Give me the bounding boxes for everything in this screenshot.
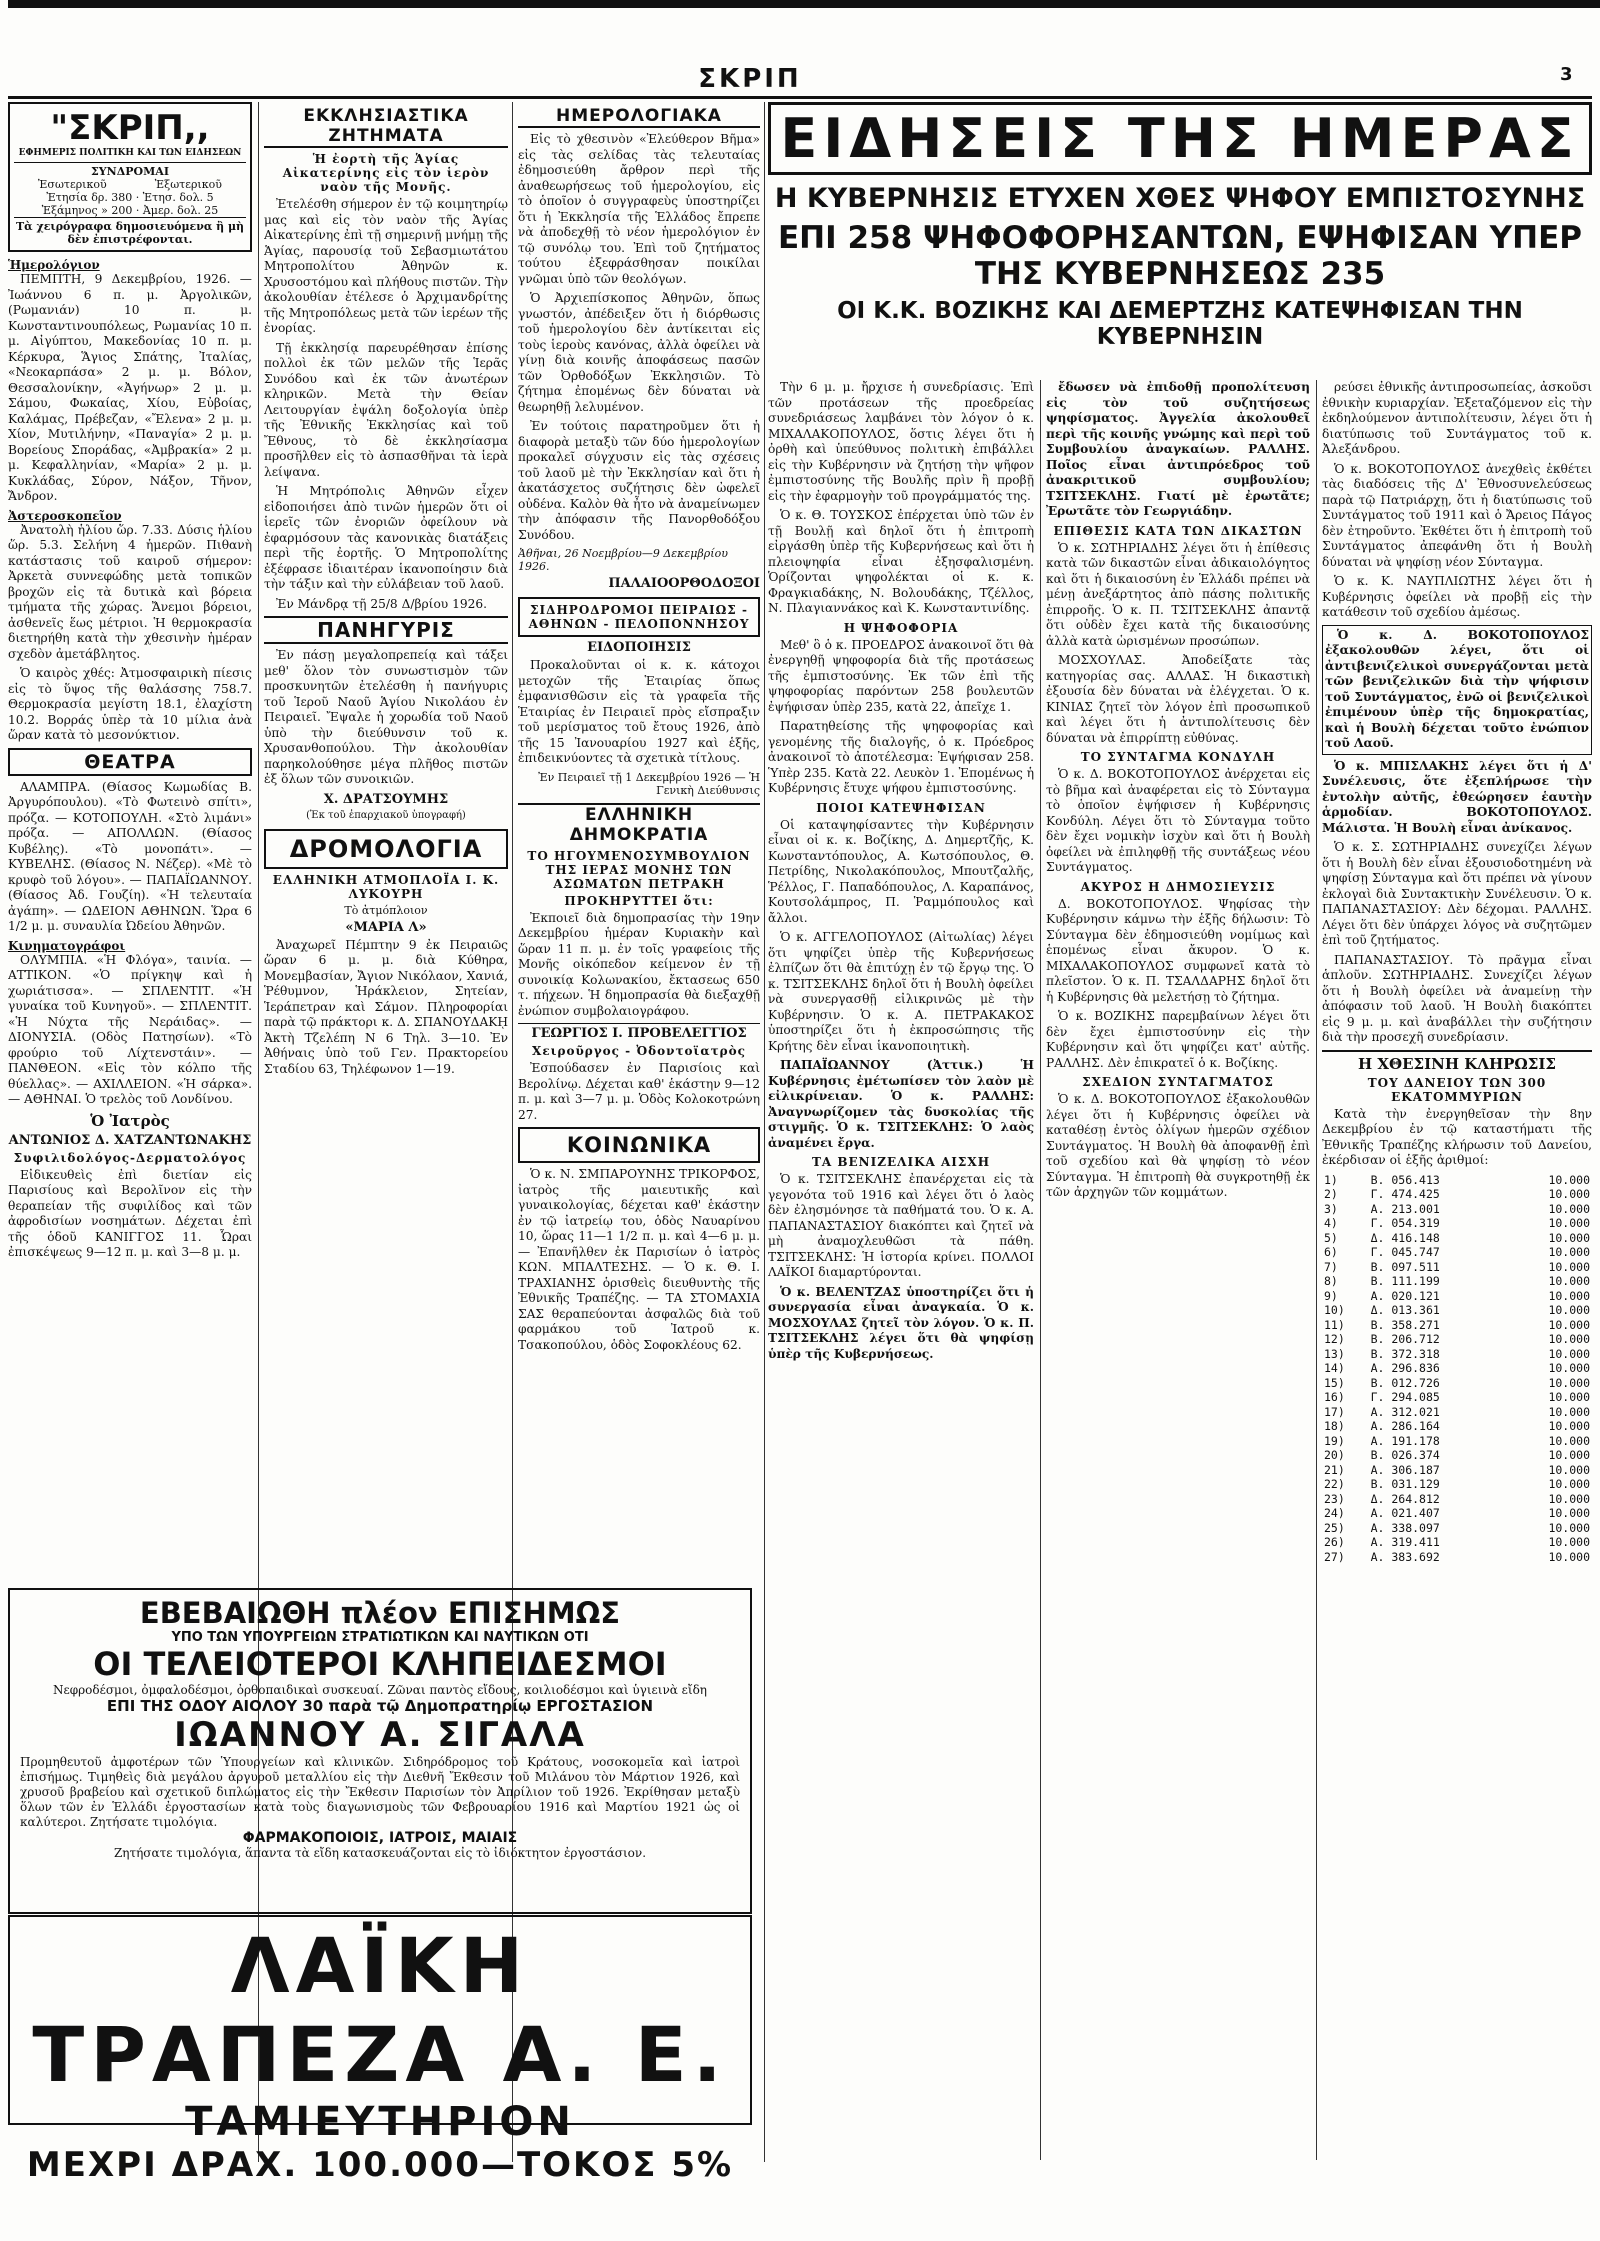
dentist-title: Χειροῦργος - Ὀδοντοϊατρὸς	[532, 1044, 746, 1058]
against-text: Οἱ καταψηφίσαντες τὴν Κυβέρνησιν εἶναι οἱ κ. κ. Βοζίκης, Δ. Δημερτζῆς, Κ. Κωνσταντόπουλος, Α. Κωτσόπουλος, Θ. Πετρίδης, Νικολακόπουλος, Μπουτζαλῆς, Ῥέλλος, Γ. Παπαδόπουλος, Λ. Καραπάνος, Κουτσολάμπρος, Π. Ῥαμμόπουλος καὶ ἄλλοι.	[768, 817, 1034, 925]
democracy-text: Ἐκποιεῖ διὰ δημοπρασίας τὴν 19ην Δεκεμβρίου ἡμέραν Κυριακὴν καὶ ὥραν 11 π. μ. ἐν τοῖς γραφείοις τῆς Μονῆς οἰκόπεδον κείμενον ἐν τῇ συνοικίᾳ Κολωνακίου, ἔκτασεως 650 τ. πήχεων. Ἡ δημοπρασία θὰ διεξαχθῇ ἐνώπιον συμβολαιογράφου.	[518, 910, 760, 1018]
lottery-prize: 10.000	[1548, 1201, 1590, 1216]
column-2	[264, 102, 508, 1586]
advert-footer: Ζητήσατε τιμολόγια, ἅπαντα τὰ εἴδη κατασκευάζονται εἰς τὸ ἰδιόκτητον ἐργοστάσιον.	[113, 1846, 647, 1860]
church-text: Τῇ ἐκκλησίᾳ παρευρέθησαν ἐπίσης πολλοὶ ἐκ τῶν μελῶν τῆς Ἱερᾶς Συνόδου καὶ ἐκ τῶν ἀνωτέρων κληρικῶν. Μετὰ τὴν Θείαν Λειτουργίαν ἐψάλη δοξολογία ὑπὲρ τῆς Ἐθνικῆς Ἐκκλησίας καὶ τοῦ Ἔθνους, τὸ δὲ ἐκκλησίασμα προσῆλθεν εἰς τὸ ἀσπασθῆναι τὰ ἱερὰ λείψανα.	[264, 340, 508, 479]
lottery-index: 4)	[1324, 1216, 1338, 1230]
lottery-prize: 10.000	[1548, 1230, 1590, 1245]
column-rule	[764, 102, 765, 2162]
advert-company: ΙΩΑΝΝΟΥ Α. ΣΙΓΑΛΑ	[174, 1715, 586, 1755]
panegyris-signature: Χ. ΔΡΑΤΣΟΥΜΗΣ	[323, 791, 449, 807]
theatre-heading: ΘΕΑΤΡΑ	[8, 748, 252, 776]
lottery-number: Β. 358.271	[1370, 1317, 1440, 1332]
lottery-prize: 10.000	[1548, 1520, 1590, 1535]
lottery-prize: 10.000	[1548, 1216, 1590, 1230]
lottery-row	[1322, 1477, 1592, 1492]
lottery-number: Δ. 416.148	[1370, 1230, 1440, 1245]
lottery-index: 23)	[1324, 1491, 1345, 1506]
judges-text: ΜΟΣΧΟΥΛΑΣ. Ἀποδείξατε τὰς κατηγορίας σας. ΑΛΛΑΣ. Ἡ δικαστικὴ ἐξουσία δὲν δύναται νὰ ἐλέγχεται. Ὁ κ. ΚΙΝΙΑΣ ζητεῖ τὸν λόγον ἐπὶ προσωπικοῦ καὶ λέγει ὅτι ἡ ἀντιπολίτευσις δὲν δύναται νὰ ἐπιρρίπτῃ εὐθύνας.	[1046, 653, 1310, 745]
debate-text: Ὁ κ. Σ. ΣΩΤΗΡΙΑΔΗΣ συνεχίζει λέγων ὅτι ἡ Βουλὴ δὲν εἶναι ἐξουσιοδοτημένη νὰ ψηφίσῃ Σύνταγμα καὶ ὅτι πρέπει νὰ γίνουν ἐκλογαὶ διὰ Συντακτικὴν Συνέλευσιν. Ὁ κ. ΠΑΠΑΝΑΣΤΑΣΙΟΥ: Δὲν δέχομαι. ΡΑΛΛΗΣ. Λέγει ὅτι δὲν ὑπάρχει λόγος νὰ συζητῶμεν ἐπὶ τοῦ ζητήματος.	[1322, 840, 1592, 947]
draft-text: Ὁ κ. Δ. ΒΟΚΟΤΟΠΟΥΛΟΣ ἐξακολουθῶν λέγει ὅτι ἡ Κυβέρνησις ὀφείλει νὰ καταθέσῃ ἐντὸς ὀλίγων ἡμερῶν σχέδιον Συντάγματος. Ἡ Βουλὴ θὰ ἀποφανθῇ ἐπὶ τοῦ σχεδίου καὶ θὰ ψηφίσῃ τὸ νέον Σύνταγμα. Ἡ ἐπιτροπὴ θὰ συγκροτηθῇ ἐκ τῶν ἀρχηγῶν τῶν κομμάτων.	[1046, 1092, 1310, 1199]
lottery-row	[1322, 1187, 1592, 1202]
panegyris-heading: ΠΑΝΗΓΥΡΙΣ	[264, 616, 508, 644]
lottery-index: 1)	[1324, 1172, 1338, 1187]
lottery-row	[1322, 1202, 1592, 1217]
lottery-row	[1322, 1463, 1592, 1478]
headline-against: ΟΙ Κ.Κ. ΒΟΖΙΚΗΣ ΚΑΙ ΔΕΜΕΡΤΖΗΣ ΚΑΤΕΨΗΦΙΣΑΝ ΤΗΝ ΚΥΒΕΡΝΗΣΙΝ	[837, 298, 1523, 350]
calendar-place-date: Ἀθῆναι, 26 Νοεμβρίου—9 Δεκεμβρίου 1926.	[518, 547, 728, 573]
lottery-heading: Η ΧΘΕΣΙΝΗ ΚΛΗΡΩΣΙΣ	[1322, 1050, 1592, 1073]
advert-audience: ΦΑΡΜΑΚΟΠΟΙΟΙΣ, ΙΑΤΡΟΙΣ, ΜΑΙΑΙΣ	[242, 1830, 518, 1846]
panegyris-text: Ἐν πάσῃ μεγαλοπρεπείᾳ καὶ τάξει μεθ' ὅλον τὸν συνωστισμὸν τῶν προσκυνητῶν ἐτελέσθη ἡ πανήγυρις τοῦ Ἱεροῦ Ναοῦ Ἁγίου Νικολάου ἐν Πειραιεῖ. Ἔψαλε ἡ χορωδία τοῦ Ναοῦ ὑπὸ τὴν διεύθυνσιν τοῦ κ. Χρυσανθοπούλου. Τὴν ἀκολουθίαν παρηκολούθησε μέγα πλῆθος πιστῶν ἐξ ὅλων τῶν συνοικιῶν.	[264, 648, 508, 786]
advert-items: Νεφροδέσμοι, ὀμφαλοδέσμοι, ὀρθοπαιδικαὶ συσκευαί. Ζῶναι παντὸς εἴδους, κοιλιοδέσμοι καὶ ὑγιεινὰ εἴδη	[53, 1683, 707, 1697]
lottery-row	[1322, 1492, 1592, 1507]
lottery-row	[1322, 1303, 1592, 1318]
calendar-text: Ὁ Ἀρχιεπίσκοπος Ἀθηνῶν, ὅπως γνωστόν, ἀπέδειξεν ὅτι ἡ διόρθωσις τοῦ ἡμερολογίου δὲν ἀντίκειται εἰς τοὺς ἱεροὺς κανόνας, ἀλλὰ ὀφείλει νὰ γίνῃ διὰ κοινῆς ἀποφάσεως πασῶν τῶν Ὀρθοδόξων Ἐκκλησιῶν. Τὸ ζήτημα ἐπομένως δὲν δύναται νὰ θεωρηθῇ λελυμένον.	[518, 291, 760, 414]
church-heading: ΕΚΚΛΗΣΙΑΣΤΙΚΑ ΖΗΤΗΜΑΤΑ	[264, 106, 508, 148]
almanac-text: ΠΕΜΠΤΗ, 9 Δεκεμβρίου, 1926. — Ἰωάννου 6 π. μ. Ἀργολικῶν, (Ρωμανιάν) 10 π. μ. Κωνσταντινουπόλεως, Ρωμανίας 10 π. μ. Αἰγύπτου, Μακεδονίας 10 π. μ. Κέρκυρα, Ἅγιος Σπάτης, Ἰταλίας, «Νεοκαρπάσα» 2 μ. μ. Βόλον, Θεσσαλονίκην, «Ἀγήνωρ» 2 μ. μ. Σάμου, Φωκαίας, Χίου, Εὐβοίας, Καλάμας, Πρέβεζαν, «Ἔλενα» 2 μ. μ. Χίον, Μυτιλήνην, «Παναγία» 2 μ. μ. Βορείους Σποράδας, «Ἀμβρακία» 2 μ. μ. Κεφαλληνίαν, «Μαρία» 2 μ. μ. Κυκλάδας, Σύρον, Νάξον, Τῆνον, Ἄνδρον.	[8, 272, 252, 503]
lottery-row	[1322, 1506, 1592, 1521]
doctor-name: ΑΝΤΩΝΙΟΣ Δ. ΧΑΤΖΑΝΤΩΝΑΚΗΣ	[8, 1132, 252, 1148]
masthead-note: Τὰ χειρόγραφα δημοσιευόμενα ἢ μὴ δὲν ἐπιστρέφονται.	[14, 217, 246, 246]
lottery-row	[1322, 1274, 1592, 1289]
lottery-intro: Κατὰ τὴν ἐνεργηθεῖσαν τὴν 8ην Δεκεμβρίου ἐν τῷ καταστήματι τῆς Ἐθνικῆς Τραπέζης κλήρωσιν τοῦ Δανείου, ἐκέρδισαν οἱ ἑξῆς ἀριθμοί:	[1322, 1106, 1592, 1167]
observatory-text: Ὁ καιρὸς χθές: Ἀτμοσφαιρικὴ πίεσις εἰς τὸ ὕψος τῆς θαλάσσης 758.7. Θερμοκρασία μεγίστη 18.1, ἐλαχίστη 10.2. Βορράς ὑπὲρ τὰ 10 μίλια ἀνὰ ὥραν κατὰ τὸ μεσονύκτιον.	[8, 666, 252, 742]
speech-text: ΠΑΠΑΪΩΑΝΝΟΥ (Ἀττικ.) Ἡ Κυβέρνησις ἐμέτωπίσεν τὸν λαὸν μὲ εἰλικρίνειαν. Ὁ κ. ΡΑΛΛΗΣ: Ἀναγνωρίζομεν τὰς δυσκολίας τῆς στιγμῆς. Ὁ κ. ΤΣΙΤΣΕΚΛΗΣ: Ὁ λαὸς ἀναμένει ἔργα.	[768, 1058, 1034, 1150]
lottery-number: Γ. 045.747	[1370, 1245, 1440, 1259]
lottery-row	[1322, 1231, 1592, 1246]
lottery-row	[1322, 1361, 1592, 1376]
debate-text: ρεύσει ἐθνικῆς ἀντιπροσωπείας, ἀσκοῦσι ἐθνικὴν κυριαρχίαν. Ἐξεταζόμενον εἰς τὴν ἐκδηλούμενον ἀντιπολίτευσιν, λέγει ὅτι ἡ διατύπωσις τοῦ Συντάγματος τοῦ κ. Ἀλεξάνδρου.	[1322, 380, 1592, 456]
railway-subheading: ΕΙΔΟΠΟΙΗΣΙΣ	[587, 640, 691, 655]
democracy-heading: ΕΛΛΗΝΙΚΗ ΔΗΜΟΚΡΑΤΙΑ	[518, 803, 760, 845]
lottery-number: Α. 021.407	[1370, 1506, 1440, 1520]
page-number: 3	[1560, 64, 1573, 85]
railway-signature: Ἐν Πειραιεῖ τῇ 1 Δεκεμβρίου 1926 — Ἡ Γενικὴ Διεύθυνσις	[538, 770, 760, 797]
lottery-index: 25)	[1324, 1520, 1345, 1535]
vote-heading: Η ΨΗΦΟΦΟΡΙΑ	[843, 620, 959, 635]
lottery-index: 19)	[1324, 1433, 1345, 1448]
dentist-name: ΓΕΩΡΓΙΟΣ Ι. ΠΡΟΒΕΛΕΓΓΙΟΣ	[518, 1023, 760, 1041]
lottery-index: 20)	[1324, 1448, 1345, 1462]
subscriptions-head: ΣΥΝΔΡΟΜΑΙ	[14, 162, 246, 178]
debate-text: Ὁ κ. Κ. ΝΑΥΠΛΙΩΤΗΣ λέγει ὅτι ἡ Κυβέρνησις ὀφείλει νὰ προβῇ εἰς τὴν κατάθεσιν τοῦ σχεδίου ἀμέσως.	[1322, 574, 1592, 619]
lottery-prize: 10.000	[1548, 1390, 1590, 1404]
lottery-row	[1322, 1260, 1592, 1275]
lottery-prize: 10.000	[1548, 1361, 1590, 1375]
lottery-number: Γ. 294.085	[1370, 1390, 1440, 1404]
lottery-prize: 10.000	[1548, 1535, 1590, 1549]
lottery-row	[1322, 1448, 1592, 1463]
lottery-row	[1322, 1245, 1592, 1260]
calendar-text: Ἐν τούτοις παρατηροῦμεν ὅτι ἡ διαφορὰ μεταξὺ τῶν δύο ἡμερολογίων προκαλεῖ σύγχυσιν εἰς τὰς σχέσεις τοῦ λαοῦ μὲ τὴν Ἐκκλησίαν καὶ ὅτι ἡ ἀκατάσχετος συζήτησις δὲν ὠφελεῖ οὐδένα. Καλὸν θὰ ἦτο νὰ ἀναμείνωμεν τὴν ἀπόφασιν τῆς Πανορθοδόξου Συνόδου.	[518, 419, 760, 542]
lottery-prize: 10.000	[1548, 1187, 1590, 1201]
dentist-text: Ἐσπούδασεν ἐν Παρισίοις καὶ Βερολίνῳ. Δέχεται καθ' ἑκάστην 9—12 π. μ. καὶ 3—7 μ. μ. Ὁδὸς Κολοκοτρώνη 27.	[518, 1061, 760, 1122]
paper-name: ΣΚΡΙΠ	[698, 64, 802, 94]
lottery-index: 14)	[1324, 1361, 1345, 1375]
judges-text: Ὁ κ. ΣΩΤΗΡΙΑΔΗΣ λέγει ὅτι ἡ ἐπίθεσις κατὰ τῶν δικαστῶν εἶναι ἀδικαιολόγητος καὶ ὅτι ἡ δικαιοσύνη ἐν Ἑλλάδι πρέπει νὰ μένῃ ἀνεξάρτητος ἀπὸ πάσης πολιτικῆς ἐπιρροῆς. Ὁ κ. Π. ΤΣΙΤΣΕΚΛΗΣ ἀπαντᾷ ὅτι οὐδὲν ἔχει κατὰ τῆς δικαιοσύνης ἀλλὰ κατὰ ὡρισμένων προσώπων.	[1046, 540, 1310, 648]
vote-text: Παρατηθείσης τῆς ψηφοφορίας καὶ γενομένης τῆς διαλογῆς, ὁ κ. Πρόεδρος ἀνακοινοῖ τὸ ἀποτέλεσμα: Ἐψήφισαν 258. Ὑπὲρ 235. Κατὰ 22. Λευκὸν 1. Ἐπομένως ἡ Κυβέρνησις ἔτυχε ψήφου ἐμπιστοσύνης.	[768, 719, 1034, 795]
lottery-prize: 10.000	[1548, 1172, 1590, 1187]
lottery-prize: 10.000	[1548, 1317, 1590, 1332]
ship-name: «ΜΑΡΙΑ Λ»	[345, 919, 427, 935]
debate-boxed-text: Ὁ κ. Δ. ΒΟΚΟΤΟΠΟΥΛΟΣ ἐξακολουθῶν λέγει, ὅτι οἱ ἀντιβενιζελικοὶ συνεργάζονται μετὰ τῶν βενιζελικῶν διὰ τὴν ψήφισιν τοῦ Συντάγματος, ἐνῶ οἱ βενιζελικοὶ ἐπιμένουν ὑπὲρ τῆς δημοκρατίας, καὶ ἡ Βουλὴ δέχεται τοῦτο ἐνώπιον τοῦ Λαοῦ.	[1322, 625, 1592, 755]
lottery-prize: 10.000	[1548, 1346, 1590, 1361]
lottery-number: Β. 026.374	[1370, 1448, 1440, 1462]
lottery-prize: 10.000	[1548, 1506, 1590, 1520]
lottery-number: Α. 306.187	[1370, 1462, 1440, 1477]
doctor-heading: Ὁ Ἰατρὸς	[90, 1111, 170, 1130]
lottery-prize: 10.000	[1548, 1288, 1590, 1303]
lottery-index: 7)	[1324, 1259, 1338, 1274]
lottery-index: 21)	[1324, 1462, 1345, 1477]
lottery-prize: 10.000	[1548, 1274, 1590, 1288]
lottery-number: Γ. 054.319	[1370, 1216, 1440, 1230]
lottery-number: Α. 296.836	[1370, 1361, 1440, 1375]
lottery-row	[1322, 1347, 1592, 1362]
lottery-prize: 10.000	[1548, 1549, 1590, 1564]
lottery-number: Β. 206.712	[1370, 1332, 1440, 1346]
lottery-prize: 10.000	[1548, 1448, 1590, 1462]
headline-vote-count: ΕΠΙ 258 ΨΗΦΟΦΟΡΗΣΑΝΤΩΝ, ΕΨΗΦΙΣΑΝ ΥΠΕΡ ΤΗΣ ΚΥΒΕΡΝΗΣΕΩΣ 235	[778, 220, 1582, 292]
masthead-subtitle: ΕΦΗΜΕΡΙΣ ΠΟΛΙΤΙΚΗ ΚΑΙ ΤΩΝ ΕΙΔΗΣΕΩΝ	[18, 148, 242, 158]
advert-subline: ΥΠΟ ΤΩΝ ΥΠΟΥΡΓΕΙΩΝ ΣΤΡΑΤΙΩΤΙΚΩΝ ΚΑΙ ΝΑΥΤΙΚΩΝ ΟΤΙ	[171, 1630, 589, 1645]
lottery-index: 5)	[1324, 1230, 1338, 1245]
lottery-number: Α. 191.178	[1370, 1433, 1440, 1448]
void-heading: ΑΚΥΡΟΣ Η ΔΗΜΟΣΙΕΥΣΙΣ	[1080, 879, 1276, 894]
lottery-index: 17)	[1324, 1404, 1345, 1419]
lottery-row	[1322, 1390, 1592, 1405]
draft-heading: ΣΧΕΔΙΟΝ ΣΥΝΤΑΓΜΑΤΟΣ	[1082, 1075, 1274, 1089]
lottery-index: 13)	[1324, 1346, 1345, 1361]
lottery-prize: 10.000	[1548, 1375, 1590, 1390]
bank-rate: ΜΕΧΡΙ ΔΡΑΧ. 100.000—ΤΟΚΟΣ 5%	[26, 2145, 734, 2185]
lottery-index: 16)	[1324, 1390, 1345, 1404]
speech-text: Ὁ κ. ΑΓΓΕΛΟΠΟΥΛΟΣ (Αἰτωλίας) λέγει ὅτι ψηφίζει ὑπὲρ τῆς Κυβερνήσεως ἐλπίζων ὅτι θὰ ἐπιτύχῃ ἐν τῷ ἔργῳ της. Ὁ κ. ΤΣΙΤΣΕΚΛΗΣ δηλοῖ ὅτι ἡ Βουλὴ ὀφείλει νὰ συνεργασθῇ εἰλικρινῶς μὲ τὴν Κυβέρνησιν. Ὁ κ. Α. ΠΕΤΡΑΚΑΚΟΣ ὑποστηρίζει ὅτι ἡ ἐκπροσώπησις τῆς Κρήτης δὲν εἶναι ἱκανοποιητικὴ.	[768, 930, 1034, 1053]
bank-name: ΛΑΪΚΗ ΤΡΑΠΕΖΑ Α. Ε.	[32, 1921, 728, 2099]
masthead-box	[8, 102, 252, 252]
lottery-number: Β. 111.199	[1370, 1274, 1440, 1288]
routes-heading: ΔΡΟΜΟΛΟΓΙΑ	[264, 829, 508, 869]
lottery-number: Α. 020.121	[1370, 1288, 1440, 1303]
lottery-subheading: ΤΟΥ ΔΑΝΕΙΟΥ ΤΩΝ 300 ΕΚΑΤΟΜΜΥΡΙΩΝ	[1367, 1075, 1547, 1104]
lottery-row	[1322, 1419, 1592, 1434]
subs-columns	[14, 178, 246, 191]
observatory-heading: Ἀστεροσκοπεῖον	[8, 508, 122, 523]
social-text: Ὁ κ. Ν. ΣΜΠΑΡΟΥΝΗΣ ΤΡΙΚΟΡΦΟΣ, ἰατρὸς τῆς μαιευτικῆς καὶ γυναικολογίας, δέχεται καθ' ἑκάστην ἐν τῷ ἰατρείῳ του, ὁδὸς Ναυαρίνου 10, ὥρας 11—1 1/2 π. μ. καὶ 4—6 μ. μ. — Ἐπανῆλθεν ἐκ Παρισίων ὁ ἰατρὸς ΚΩΝ. ΜΠΑΛΤΕΣΗΣ. — Ὁ κ. Θ. Ι. ΤΡΑΧΙΑΝΗΣ ὁρισθεὶς διευθυντὴς τῆς Ἐθνικῆς Τραπέζης. — ΤΑ ΣΤΟΜΑΧΙΑ ΣΑΣ θεραπεύονται ἀσφαλῶς διὰ τοῦ φαρμάκου τοῦ Ἰατροῦ κ. Τσακοπούλου, ὁδὸς Σοφοκλέους 62.	[518, 1167, 760, 1352]
lottery-number: Δ. 013.361	[1370, 1303, 1440, 1317]
top-border	[8, 0, 1600, 8]
lottery-row	[1322, 1216, 1592, 1231]
doctor-text: Εἰδικευθεὶς ἐπὶ διετίαν εἰς Παρισίους καὶ Βερολῖνον εἰς τὴν θεραπείαν τῆς συφιλίδος καὶ τῶν ἀφροδισίων νοσημάτων. Δέχεται ἐπὶ τῆς ὁδοῦ ΚΑΝΙΓΓΟΣ 11. Ὧραι ἐπισκέψεως 9—12 π. μ. καὶ 3—8 μ. μ.	[8, 1167, 252, 1259]
column-5	[1046, 380, 1310, 2160]
venizelist-text: Ὁ κ. ΒΕΛΕΝΤΖΑΣ ὑποστηρίζει ὅτι ἡ συνεργασία εἶναι ἀναγκαία. Ὁ κ. ΜΟΣΧΟΥΛΑΣ ζητεῖ τὸν λόγον. Ὁ κ. Π. ΤΣΙΤΣΕΚΛΗΣ λέγει ὅτι θὰ ψηφίσῃ ὑπὲρ τῆς Κυβερνήσεως.	[768, 1284, 1034, 1361]
debate-text: Ὁ κ. ΒΟΚΟΤΟΠΟΥΛΟΣ ἀνεχθεὶς ἐκθέτει τὰς διαδόσεις τῆς Δ' Ἐθνοσυνελεύσεως παρὰ τῷ Πατριάρχῃ, ὅτι ἡ διατύπωσις τοῦ Συντάγματος τοῦ 1911 καὶ ὁ Ἄρειος Πάγος δὲν ἐτηροῦντο. Ἐκθέτει ὅτι ἡ ἐπιτροπὴ τοῦ Συντάγματος ἀπεφάνθη ὅτι ἡ Βουλὴ δύναται νὰ ψηφίσῃ νέον Σύνταγμα.	[1322, 461, 1592, 569]
constitution-text: Ὁ κ. Δ. ΒΟΚΟΤΟΠΟΥΛΟΣ ἀνέρχεται εἰς τὸ βῆμα καὶ ἀναφέρεται εἰς τὸ Σύνταγμα τὸ ὁποῖον ἐψήφισεν ἡ Κυβέρνησις Κονδύλη. Λέγει ὅτι τὸ Σύνταγμα τοῦτο δὲν ἔχει νομικὴν ἰσχὺν καὶ ὅτι ἡ Βουλὴ ὀφείλει νὰ ἐπιληφθῇ τῆς συντάξεως νέου Συντάγματος.	[1046, 767, 1310, 874]
lottery-index: 18)	[1324, 1419, 1345, 1433]
lottery-index: 22)	[1324, 1477, 1345, 1491]
lottery-number: Β. 012.726	[1370, 1375, 1440, 1390]
observatory-text: Ἀνατολὴ ἡλίου ὥρ. 7.33. Δύσις ἡλίου ὥρ. 5.3. Σελήνη 4 ἡμερῶν. Πιθανὴ κατάστασις τοῦ καιροῦ σήμερον: Ἀρκετὰ συννεφώδης μετὰ τοπικῶν βροχῶν εἰς τὰ δυτικὰ καὶ βόρεια τμήματα τῆς χώρας. Ἄνεμοι βόρειοι, ἀσθενεῖς ἕως μέτριοι. Ἡ θερμοκρασία διετηρήθη κατὰ τὴν χθεσινὴν ἡμέραν σχεδὸν ἀμετάβλητος.	[8, 522, 252, 661]
advert-address: ΕΠΙ ΤΗΣ ΟΔΟΥ ΑΙΟΛΟΥ 30 παρὰ τῷ Δημοπρατηρίῳ ΕΡΓΟΣΤΑΣΙΟΝ	[106, 1697, 654, 1715]
lottery-row	[1322, 1376, 1592, 1391]
lottery-number: Β. 031.129	[1370, 1477, 1440, 1491]
debate-boxed-text: Ὁ κ. ΜΠΙΣΛΑΚΗΣ λέγει ὅτι ἡ Δ' Συνέλευσις, ὅτε ἐξεπλήρωσε τὴν ἐντολὴν αὐτῆς, ἐθεώρησεν ἑαυτὴν ἁρμοδίαν. ΒΟΚΟΤΟΠΟΥΛΟΣ. Μάλιστα. Ἡ Βουλὴ εἶναι ἀνίκανος.	[1322, 758, 1592, 835]
lottery-index: 12)	[1324, 1332, 1345, 1346]
column-1	[8, 102, 252, 1586]
venizelist-text: Ὁ κ. ΤΣΙΤΣΕΚΛΗΣ ἐπανέρχεται εἰς τὰ γεγονότα τοῦ 1916 καὶ λέγει ὅτι ὁ λαὸς δὲν ἐλησμόνησε τὰ παθήματά του. Ὁ κ. Α. ΠΑΠΑΝΑΣΤΑΣΙΟΥ διακόπτει καὶ ζητεῖ νὰ μὴ ἀναμοχλευθῶσι τὰ πάθη. ΤΣΙΤΣΕΚΛΗΣ: Ἡ ἱστορία κρίνει. ΠΟΛΛΟΙ ΛΑΪΚΟΙ διαμαρτύρονται.	[768, 1172, 1034, 1279]
vote-text: Μεθ' ὃ ὁ κ. ΠΡΟΕΔΡΟΣ ἀνακοινοῖ ὅτι θὰ ἐνεργηθῇ ψηφοφορία διὰ τῆς προτάσεως τῆς ἐμπιστοσύνης. Ἐκ τῶν ἐπὶ τῆς ψηφοφορίας παρόντων 258 βουλευτῶν ἐψήφισαν ὑπὲρ 235, κατὰ 22, ἀπεῖχε 1.	[768, 637, 1034, 714]
signature-note: (Ἐκ τοῦ ἐπαρχιακοῦ ὑπογραφή)	[306, 809, 466, 821]
venizelist-heading: ΤΑ ΒΕΝΙΖΕΛΙΚΑ ΑΙΣΧΗ	[811, 1155, 991, 1169]
almanac-heading: Ἡμερολόγιον	[8, 258, 100, 272]
masthead-title: "ΣΚΡΙΠ,,	[50, 108, 210, 148]
bank-advert	[8, 1915, 752, 2185]
calendar-heading: ΗΜΕΡΟΛΟΓΙΑΚΑ	[518, 106, 760, 128]
lottery-prize: 10.000	[1548, 1404, 1590, 1419]
column-rule	[1040, 380, 1041, 2160]
lottery-index: 2)	[1324, 1187, 1338, 1201]
void-text: Δ. ΒΟΚΟΤΟΠΟΥΛΟΣ. Ψηφίσας τὴν Κυβέρνησιν κάμνω τὴν ἑξῆς δήλωσιν: Τὸ Σύνταγμα δὲν ἐδημοσιεύθη νομίμως καὶ ἑπομένως εἶναι ἄκυρον. Ὁ κ. ΜΙΧΑΛΑΚΟΠΟΥΛΟΣ συμφωνεῖ κατὰ τὸ πλεῖστον. Ὁ κ. Π. ΤΣΑΛΔΑΡΗΣ δηλοῖ ὅτι ἡ Κυβέρνησις θὰ μελετήσῃ τὸ ζήτημα.	[1046, 896, 1310, 1004]
news-banner	[768, 102, 1592, 350]
lottery-index: 11)	[1324, 1317, 1345, 1332]
lottery-prize: 10.000	[1548, 1477, 1590, 1491]
lottery-number: Δ. 264.812	[1370, 1491, 1440, 1506]
column-4	[768, 380, 1034, 2160]
judges-heading: ΕΠΙΘΕΣΙΣ ΚΑΤΑ ΤΩΝ ΔΙΚΑΣΤΩΝ	[1053, 523, 1303, 538]
lottery-row	[1322, 1535, 1592, 1550]
lottery-number: Α. 286.164	[1370, 1419, 1440, 1433]
subs-inland: Ἐσωτερικοῦ	[38, 178, 107, 191]
lottery-index: 26)	[1324, 1535, 1345, 1549]
lottery-number: Α. 338.097	[1370, 1520, 1440, 1535]
lottery-table	[1322, 1173, 1592, 1565]
lottery-row	[1322, 1434, 1592, 1449]
void-text: Ὁ κ. ΒΟΖΙΚΗΣ παρεμβαίνων λέγει ὅτι δὲν ἔχει ἐμπιστοσύνην εἰς τὴν Κυβέρνησιν καὶ ὅτι ψηφίζει κατ' αὐτῆς. ΡΑΛΛΗΣ. Δὲν ἐπικρατεῖ ὁ κ. Βοζίκης.	[1046, 1009, 1310, 1070]
lottery-number: Β. 056.413	[1370, 1172, 1440, 1187]
lottery-row	[1322, 1318, 1592, 1333]
lottery-index: 24)	[1324, 1506, 1345, 1520]
column-6	[1322, 380, 1592, 2160]
header-rule	[8, 96, 1592, 99]
doctor-title: Συφιλιδολόγος-Δερματολόγος	[13, 1150, 247, 1165]
lottery-row	[1322, 1289, 1592, 1304]
calendar-signature: ΠΑΛΑΙΟΟΡΘΟΔΟΞΟΙ	[608, 576, 760, 591]
cinema-heading: Κινηματογράφοι	[8, 938, 126, 953]
lottery-prize: 10.000	[1548, 1419, 1590, 1433]
lottery-index: 6)	[1324, 1245, 1338, 1259]
headline-confidence: Η ΚΥΒΕΡΝΗΣΙΣ ΕΤΥΧΕΝ ΧΘΕΣ ΨΗΦΟΥ ΕΜΠΙΣΤΟΣΥΝΗΣ	[774, 183, 1586, 214]
lottery-number: Γ. 474.425	[1370, 1187, 1440, 1201]
lottery-index: 9)	[1324, 1288, 1338, 1303]
calendar-text: Εἰς τὸ χθεσινὸν «Ἐλεύθερον Βῆμα» εἰς τὰς σελίδας τὰς τελευταίας ἐδημοσιεύθη ἄρθρον περὶ τῆς ἀναθεωρήσεως τοῦ ἡμερολογίου, εἰς τὸ ὁποῖον ὁ συγγραφεὺς ὑποστηρίζει ὅτι ἡ Ἐκκλησία τῆς Ἑλλάδος ἔπρεπε νὰ ἀποδεχθῇ τὸ νέον ἡμερολόγιον ἐν τῷ συνόλῳ του. Ἐπὶ τοῦ ζητήματος τούτου ἐξεφράσθησαν ποικίλαι γνῶμαι ὑπὸ τῶν θεολόγων.	[518, 132, 760, 286]
lottery-row	[1322, 1405, 1592, 1420]
banner-title: ΕΙΔΗΣΕΙΣ ΤΗΣ ΗΜΕΡΑΣ	[768, 102, 1592, 175]
lottery-prize: 10.000	[1548, 1462, 1590, 1477]
subs-row: Ἐτησία δρ. 380 · Ἐτησ. δολ. 5	[46, 191, 214, 204]
church-subheading: Ἡ ἐορτὴ τῆς Ἁγίας Αἰκατερίνης εἰς τὸν ἱερὸν ναὸν τῆς Μονῆς.	[282, 152, 490, 194]
lottery-index: 8)	[1324, 1274, 1338, 1288]
lottery-row	[1322, 1332, 1592, 1347]
routes-text: Ἀναχωρεῖ Πέμπτην 9 ἐκ Πειραιῶς ὥραν 6 μ. μ. διὰ Κύθηρα, Μονεμβασίαν, Ἄγιον Νικόλαον, Χανιά, Ῥέθυμνον, Ἡράκλειον, Σητείαν, Ἱεράπετραν καὶ Σάμον. Πληροφορίαι παρὰ τῷ πράκτορι κ. Δ. ΣΠΑΝΟΥΔΑΚῌ Ἀκτὴ Τζελέπη Ν 6 Τηλ. 3—10. Ἐν Ἀθήναις ὑπὸ τοῦ Γεν. Πρακτορείου Σταδίου 63, Τηλέφωνον 1—19.	[264, 937, 508, 1076]
constitution-heading: ΤΟ ΣΥΝΤΑΓΜΑ ΚΟΝΔΥΛΗ	[1080, 750, 1276, 764]
democracy-subheading: ΤΟ ΗΓΟΥΜΕΝΟΣΥΜΒΟΥΛΙΟΝ ΤΗΣ ΙΕΡΑΣ ΜΟΝΗΣ ΤΩΝ ΑΣΩΜΑΤΩΝ ΠΕΤΡΑΚΗ	[527, 848, 751, 891]
railway-heading: ΣΙΔΗΡΟΔΡΟΜΟΙ ΠΕΙΡΑΙΩΣ - ΑΘΗΝΩΝ - ΠΕΛΟΠΟΝΝΗΣΟΥ	[518, 597, 760, 637]
cinema-text: ΟΛΥΜΠΙΑ. «Ἡ Φλόγα», ταινία. — ΑΤΤΙΚΟΝ. «Ὁ πρίγκηψ καὶ ἡ χωριάτισσα». — ΣΠΛΕΝΤΙΤ. «Ἡ γυναίκα τοῦ Κυνηγοῦ». — ΣΠΛΕΝΤΙΤ. «Ἡ Νύχτα τῆς Νεράιδας». — ΔΙΟΝΥΣΙΑ. (Οδὸς Πατησίων). «Τὸ φρούριο τοῦ Λίχτενστάιν». — ΠΑΝΘΕΟΝ. «Εἰς τὸν κόλπο τῆς θύελλας». — ΑΧΙΛΛΕΙΟΝ. «Ἡ σάρκα». — ΑΘΗΝΑΙ. Ὁ τρελὸς τοῦ Λονδίνου.	[8, 952, 252, 1106]
lottery-prize: 10.000	[1548, 1259, 1590, 1274]
lottery-prize: 10.000	[1548, 1433, 1590, 1448]
lottery-number: Β. 097.511	[1370, 1259, 1440, 1274]
bank-savings: ΤΑΜΙΕΥΤΗΡΙΟΝ	[185, 2099, 575, 2145]
routes-subheading: ΕΛΛΗΝΙΚΗ ΑΤΜΟΠΛΟΪΑ Ι. Κ. ΛΥΚΟΥΡΗ	[272, 872, 500, 901]
lottery-prize: 10.000	[1548, 1245, 1590, 1259]
lottery-index: 3)	[1324, 1201, 1338, 1216]
subs-row: Ἑξάμηνος » 200 · Ἀμερ. δολ. 25	[41, 204, 219, 217]
sigalas-advert	[8, 1588, 752, 1914]
lottery-prize: 10.000	[1548, 1303, 1590, 1317]
lottery-number: Β. 372.318	[1370, 1346, 1440, 1361]
lottery-row	[1322, 1521, 1592, 1536]
church-date: Ἐν Μάνδρᾳ τῇ 25/8 Δ/βρίου 1926.	[276, 596, 487, 611]
lottery-row	[1322, 1550, 1592, 1565]
lottery-number: Α. 383.692	[1370, 1549, 1440, 1564]
lottery-row	[1322, 1173, 1592, 1188]
railway-text: Προκαλοῦνται οἱ κ. κ. κάτοχοι μετοχῶν τῆς Ἑταιρίας ὅπως ἐμφανισθῶσιν εἰς τὰ γραφεῖα τῆς Ἑταιρίας ἐν Πειραιεῖ πρὸς εἴσπραξιν τοῦ μερίσματος τοῦ ἔτους 1926, ἀπὸ τῆς 15 Ἰανουαρίου 1927 καὶ ἑξῆς, ἐπιδεικνύοντες τὰ σχετικὰ τίτλους.	[518, 658, 760, 765]
theatre-text: ΑΛΑΜΠΡΑ. (Θίασος Κωμωδίας Β. Ἀργυρόπουλου). «Τὸ Φωτεινὸ σπίτι», πρόζα. — ΚΟΤΟΠΟΥΛΗ. «Στὸ λιμάνι» πρόζα. — ΑΠΟΛΛΩΝ. (Θίασος Κυβέλης). «Τὸ μονοπάτι». — ΚΥΒΕΛΗΣ. (Θίασος Ν. Νέζερ). «Μὲ τὸ κρυφὸ τοῦ λόγου». — ΠΑΠΑΪΩΑΝΝΟΥ. (Θίασος Ἀδ. Γουζίη). «Ἡ τελευταία ἀγάπη». — ΩΔΕΙΟΝ ΑΘΗΝΩΝ. Ὥρα 6 1/2 μ. μ. συναυλία Ὠδείου Ἀθηνῶν.	[8, 779, 252, 933]
column-rule	[1316, 380, 1317, 2160]
church-text: Ἡ Μητρόπολις Ἀθηνῶν εἶχεν εἰδοποιήσει ἀπὸ τινῶν ἡμερῶν ὅτι οἱ ἱερεῖς τῶν ἐνοριῶν ὀφείλουν νὰ ἐφαρμόσουν τὰς κανονικὰς διατάξεις περὶ τῆς ἐορτῆς. Ὁ Μητροπολίτης ἐξέφρασε ἰδιαιτέραν ἱκανοποίησιν διὰ τὴν τάξιν καὶ τὴν εὐλάβειαν τοῦ λαοῦ.	[264, 484, 508, 591]
lottery-prize: 10.000	[1548, 1332, 1590, 1346]
subs-abroad: Ἐξωτερικοῦ	[154, 178, 222, 191]
against-heading: ΠΟΙΟΙ ΚΑΤΕΨΗΦΙΣΑΝ	[816, 800, 986, 815]
debate-text: ΠΑΠΑΝΑΣΤΑΣΙΟΥ. Τὸ πρᾶγμα εἶναι ἁπλοῦν. ΣΩΤΗΡΙΑΔΗΣ. Συνεχίζει λέγων ὅτι ἡ Βουλὴ ὀφείλει νὰ ἀναμείνῃ τὴν ἀπόφασιν τοῦ λαοῦ. Ἡ Βουλὴ διακόπτει εἰς 9 μ. μ. καὶ ἀναβάλλει τὴν συζήτησιν διὰ τὴν προσεχῆ συνεδρίασιν.	[1322, 952, 1592, 1044]
lottery-number: Α. 319.411	[1370, 1535, 1440, 1549]
democracy-proclaims: ΠΡΟΚΗΡΥΤΤΕΙ ὅτι:	[564, 893, 714, 908]
lottery-index: 10)	[1324, 1303, 1345, 1317]
lottery-number: Α. 213.001	[1370, 1201, 1440, 1216]
lottery-number: Α. 312.021	[1370, 1404, 1440, 1419]
lottery-index: 15)	[1324, 1375, 1345, 1390]
session-text: Ὁ κ. Θ. ΤΟΥΣΚΟΣ ἐπέρχεται ὑπὸ τῶν ἐν τῇ Βουλῇ καὶ δηλοῖ ὅτι ἡ ἐπιτροπὴ εἰργάσθη ὑπὲρ τῆς Κυβερνήσεως καὶ ὅτι ἡ πλειοψηφία εἶναι ἐξησφαλισμένη. Ὁρίζονται ψηφολέκται οἱ κ. κ. Φραγκιαδάκης, Ν. Βολουδάκης, Τζέλλος, Ν. Πλαγιαννάκος καὶ Κ. Κωνσταντινίδης.	[768, 508, 1034, 615]
church-text: Ἐτελέσθη σήμερον ἐν τῷ κοιμητηρίῳ μας καὶ εἰς τὸν ναὸν τῆς Ἁγίας Αἰκατερίνης ἐπὶ τῇ σημερινῇ μνήμῃ τῆς Ἁγίας, παρουσίᾳ τοῦ Σεβασμιωτάτου Μητροπολίτου Ἀθηνῶν κ. Χρυσοστόμου καὶ πλήθους πιστῶν. Τὴν ἀκολουθίαν ἐτέλεσε ὁ Ἀρχιμανδρίτης τῆς Μητροπόλεως μετὰ τῶν ἱερέων τῆς ἐνορίας.	[264, 197, 508, 335]
continued-text: ἔδωσεν νὰ ἐπιδοθῇ προπολίτευση εἰς τὸν τοῦ συζητήσεως ψηφίσματος. Ἀγγελία ἀκολουθεῖ περὶ τῆς κοινῆς γνώμης καὶ περὶ τοῦ Συμβουλίου ἀναγκαίων. ΡΑΛΛΗΣ. Ποῖος εἶναι ἀντιπρόεδρος τοῦ ἀνακριτικοῦ συμβουλίου; ΤΣΙΤΣΕΚΛΗΣ. Γιατί μὲ ἐρωτᾶτε; Ἐρωτᾶτε τὸν Γεωργιάδην.	[1046, 380, 1310, 518]
session-text: Τὴν 6 μ. μ. ἤρχισε ἡ συνεδρίασις. Ἐπὶ τῶν προτάσεων τῆς προεδρείας συνεδριάσεως λαμβάνει τὸν λόγον ὁ κ. ΜΙΧΑΛΑΚΟΠΟΥΛΟΣ, ὅστις λέγει ὅτι ἡ ὀρθὴ καὶ ὑπεύθυνος πολιτικὴ ἐπιβάλλει εἰς τὴν Κυβέρνησιν νὰ ζητήσῃ τὴν ψῆφον ἐμπιστοσύνης τῆς Βουλῆς πρὶν ἢ προβῇ εἰς τὴν ἐφαρμογὴν τοῦ προγράμματός της.	[768, 380, 1034, 503]
social-heading: ΚΟΙΝΩΝΙΚΑ	[518, 1127, 760, 1163]
lottery-prize: 10.000	[1548, 1491, 1590, 1506]
lottery-index: 27)	[1324, 1549, 1345, 1564]
advert-headline: ΕΒΕΒΑΙΩΘΗ πλέον ΕΠΙΣΗΜΩΣ	[139, 1596, 621, 1630]
advert-text: Προμηθευτοῦ ἀμφοτέρων τῶν Ὑπουργείων καὶ κλινικῶν. Σιδηρόδρομος τοῦ Κράτους, νοσοκομεῖα καὶ ἰατροὶ ἐπισήμως. Τιμηθεὶς διὰ μεγάλου ἀργυροῦ μεταλλίου εἰς τὴν Διεθνῆ Ἔκθεσιν τοῦ Μιλάνου τὸν Μάρτιον 1926, καὶ χρυσοῦ βραβείου καὶ σχετικοῦ διπλώματος εἰς τὴν Ἔκθεσιν Παρισίων τὸν Ἀπρίλιον τοῦ 1926. Ἐκρίθησαν μεταξὺ ὅλων τῶν ἐν Ἑλλάδι ἐργοστασίων κατὰ τοὺς διαγωνισμοὺς τῶν Φεβρουαρίου 1916 καὶ Μαρτίου 1921 ὡς οἱ καλύτεροι. Ζητήσατε τιμολόγια.	[20, 1755, 740, 1829]
ship-label: Τὸ ἀτμόπλοιον	[344, 903, 428, 917]
advert-product: ΟΙ ΤΕΛΕΙΟΤΕΡΟΙ ΚΛΗΠΕΙΔΕΣΜΟΙ	[93, 1645, 667, 1683]
